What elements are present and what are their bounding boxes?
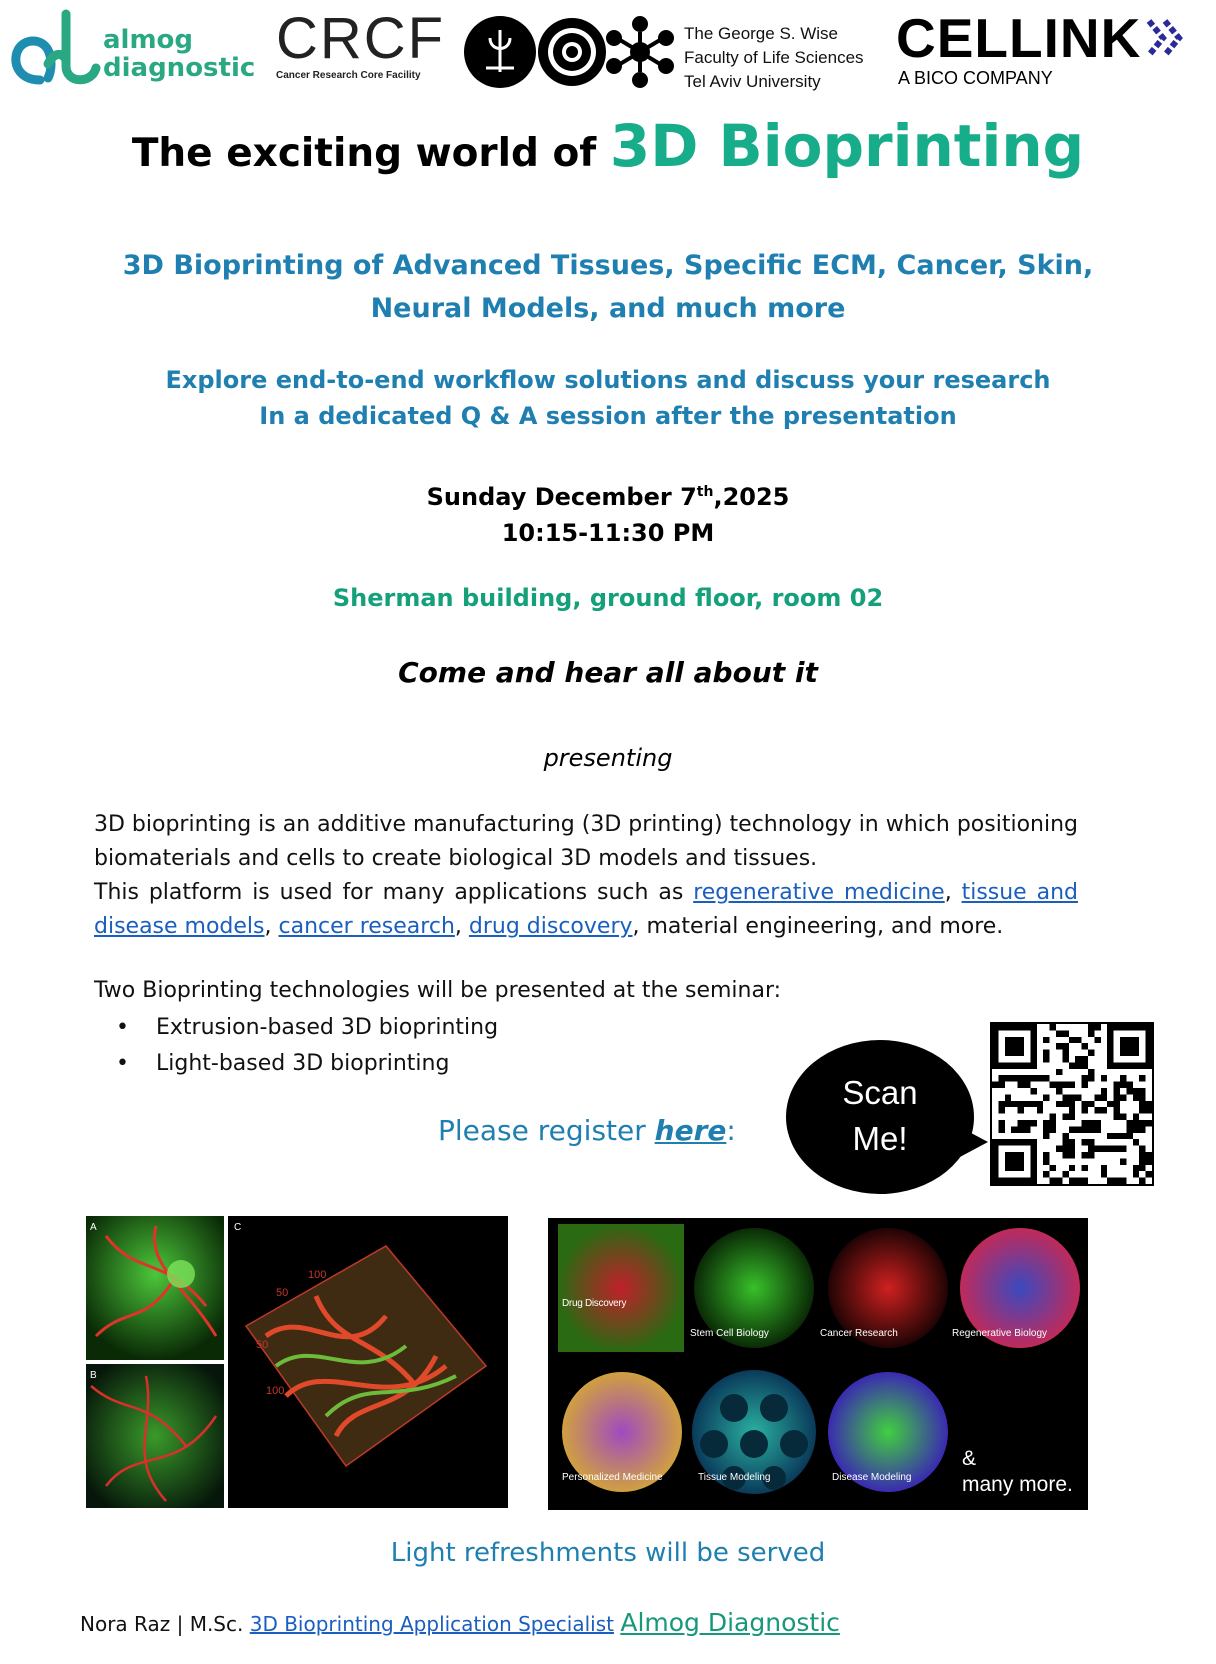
app-label: Regenerative Biology bbox=[952, 1328, 1048, 1339]
event-date: Sunday December 7th,2025 bbox=[426, 483, 790, 511]
app-label: Tissue Modeling bbox=[698, 1472, 771, 1483]
list-item: • Light-based 3D bioprinting bbox=[116, 1051, 450, 1076]
cellink-tagline: A BICO COMPANY bbox=[898, 68, 1053, 88]
almog-diagnostic-logo bbox=[8, 4, 268, 92]
technologies-intro: Two Bioprinting technologies will be presented at the seminar: bbox=[94, 978, 782, 1003]
explore-line-1: Explore end-to-end workflow solutions and discuss your research bbox=[165, 366, 1051, 394]
panel-c-image bbox=[228, 1216, 508, 1508]
app-label: Stem Cell Biology bbox=[690, 1328, 769, 1339]
cellink-logo bbox=[896, 8, 1186, 100]
panel-a-label: A bbox=[90, 1222, 97, 1233]
scan-line-2: Me! bbox=[852, 1120, 908, 1157]
technologies-list bbox=[116, 1010, 498, 1082]
tau-emblems bbox=[464, 12, 674, 92]
axis-tick-label: 50 bbox=[276, 1287, 289, 1299]
app-label: Drug Discovery bbox=[562, 1298, 627, 1309]
subtitle-line-1: 3D Bioprinting of Advanced Tissues, Specific ECM, Cancer, Skin, bbox=[122, 250, 1094, 281]
crcf-subtitle: Cancer Research Core Facility bbox=[276, 70, 421, 81]
qr-code[interactable] bbox=[990, 1022, 1154, 1186]
panel-b-label: B bbox=[90, 1370, 97, 1381]
presenter-role-link[interactable]: 3D Bioprinting Application Specialist bbox=[249, 1612, 614, 1636]
subtitle bbox=[0, 244, 1216, 330]
molecule-rosette-icon bbox=[606, 16, 674, 88]
event-location: Sherman building, ground floor, room 02 bbox=[332, 584, 884, 612]
app-label: Cancer Research bbox=[820, 1328, 898, 1339]
list-item: • Extrusion-based 3D bioprinting bbox=[116, 1015, 499, 1040]
axis-tick-label: 100 bbox=[266, 1385, 285, 1397]
link-tissue-disease-models[interactable]: tissue and disease models bbox=[94, 880, 1078, 939]
footer-signature bbox=[80, 1608, 840, 1637]
explore-text bbox=[0, 362, 1216, 434]
description bbox=[94, 808, 1078, 944]
app-label: Disease Modeling bbox=[832, 1472, 912, 1483]
tau-line-2: Faculty of Life Sciences bbox=[684, 48, 864, 67]
subtitle-line-2: Neural Models, and much more bbox=[370, 293, 846, 324]
tau-line-3: Tel Aviv University bbox=[684, 72, 821, 91]
page-title bbox=[0, 112, 1216, 180]
axis-tick-label: 100 bbox=[308, 1269, 327, 1281]
invite-text: Come and hear all about it bbox=[398, 656, 818, 689]
event-time: 10:15-11:30 PM bbox=[501, 519, 715, 547]
panel-a-image bbox=[86, 1216, 224, 1360]
tau-line-1: The George S. Wise bbox=[684, 24, 839, 43]
drug-discovery-image bbox=[558, 1224, 684, 1352]
panel-b-image bbox=[86, 1364, 224, 1508]
scan-me-bubble bbox=[786, 1040, 974, 1194]
double-chevron-icon bbox=[1145, 15, 1185, 61]
crcf-title: CRCF bbox=[276, 6, 446, 71]
presenter-name: Nora Raz | M.Sc. bbox=[80, 1612, 250, 1636]
almog-wordmark-line2: diagnostic bbox=[103, 53, 256, 83]
link-drug-discovery[interactable]: drug discovery bbox=[468, 914, 633, 939]
applications-figure bbox=[548, 1218, 1088, 1510]
company-link[interactable]: Almog Diagnostic bbox=[620, 1608, 840, 1637]
qr-code-icon bbox=[992, 1024, 1152, 1184]
crcf-logo bbox=[276, 6, 446, 100]
tau-seal-icon bbox=[464, 16, 536, 88]
presenting-label: presenting bbox=[543, 744, 673, 772]
title-lead: The exciting world of bbox=[131, 131, 610, 176]
register-link[interactable]: here bbox=[654, 1114, 727, 1147]
title-highlight: 3D Bioprinting bbox=[609, 112, 1085, 180]
many-more-label: & many more. bbox=[962, 1447, 1073, 1496]
almog-wordmark-line1: almog bbox=[103, 25, 194, 55]
microscopy-figure bbox=[86, 1216, 508, 1508]
link-cancer-research[interactable]: cancer research bbox=[278, 914, 455, 939]
sun-rosette-icon bbox=[538, 18, 606, 86]
panel-c-label: C bbox=[234, 1222, 242, 1233]
app-label: Personalized Medicine bbox=[562, 1472, 663, 1483]
description-paragraph-1: 3D bioprinting is an additive manufacturing (3D printing) technology in which positioning biomaterials and cells to create biological 3D models and tissues. bbox=[94, 812, 1078, 871]
cellink-wordmark: CELLINK bbox=[896, 7, 1142, 69]
register-prompt: Please register here: bbox=[438, 1114, 736, 1147]
event-datetime bbox=[0, 474, 1216, 551]
refreshments-note: Light refreshments will be served bbox=[390, 1538, 826, 1568]
scan-line-1: Scan bbox=[842, 1074, 918, 1111]
axis-tick-label: 50 bbox=[256, 1339, 269, 1351]
link-regenerative-medicine[interactable]: regenerative medicine bbox=[693, 880, 945, 905]
tau-faculty-name bbox=[684, 22, 864, 94]
explore-line-2: In a dedicated Q & A session after the presentation bbox=[259, 402, 957, 430]
almog-mark-icon bbox=[8, 4, 104, 92]
description-paragraph-2: This platform is used for many applications such as regenerative medicine, tissue and disease models, cancer research, drug discovery, material engineering, and more. bbox=[94, 880, 1078, 939]
